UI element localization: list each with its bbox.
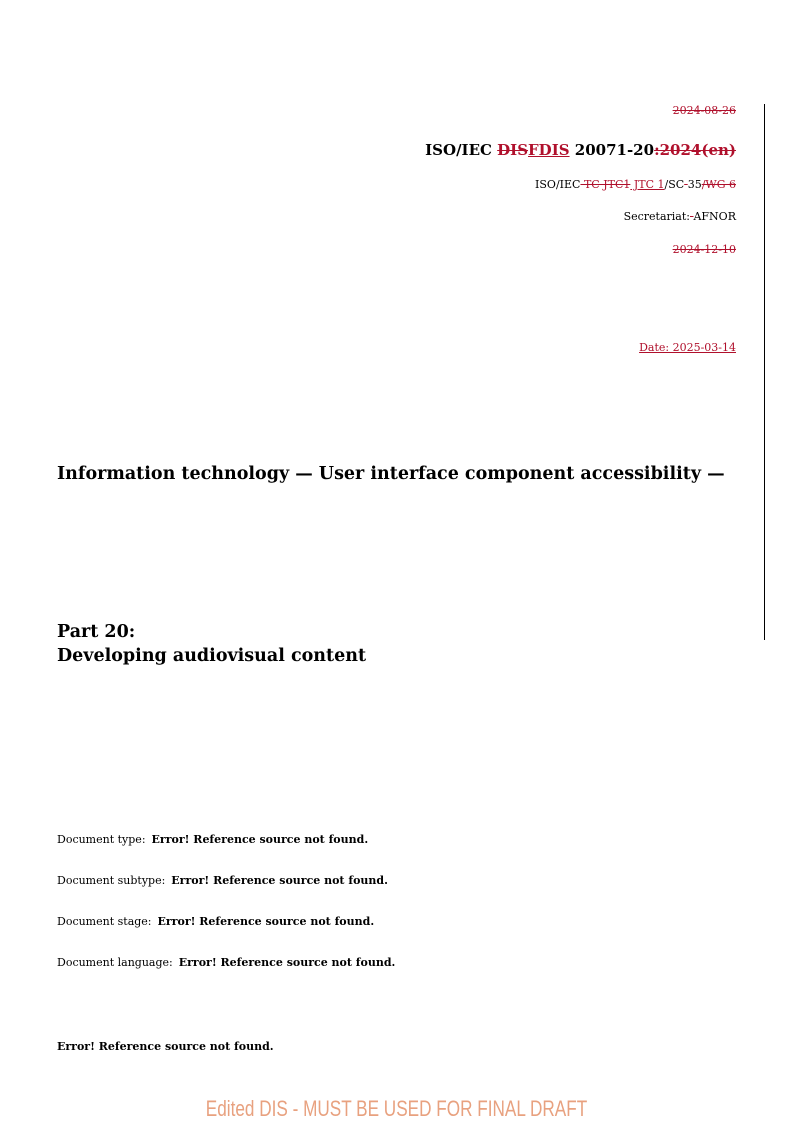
meta-document-subtype bbox=[57, 874, 388, 887]
deleted-date-1: 2024-08-26 bbox=[672, 104, 736, 117]
committee-deleted-wg: /WG 6 bbox=[701, 178, 736, 191]
secretariat-value: AFNOR bbox=[693, 210, 736, 223]
meta-document-language bbox=[57, 956, 395, 969]
meta-value: Error! Reference source not found. bbox=[157, 915, 375, 928]
document-main-title: Information technology — User interface component accessibility — bbox=[57, 464, 725, 484]
doc-id-number: 20071-20 bbox=[569, 141, 655, 159]
deleted-date-2: 2024-12-10 bbox=[672, 243, 736, 256]
meta-document-type bbox=[57, 833, 368, 846]
meta-label: Document type: bbox=[57, 833, 146, 846]
meta-label: Document stage: bbox=[57, 915, 152, 928]
meta-label: Document subtype: bbox=[57, 874, 166, 887]
part-title-block bbox=[57, 620, 366, 668]
inserted-date: Date: 2025-03-14 bbox=[639, 341, 736, 354]
committee-sc-a: /SC bbox=[664, 178, 685, 191]
committee-prefix: ISO/IEC bbox=[535, 178, 581, 191]
doc-id-inserted-stage: FDIS bbox=[528, 141, 570, 159]
part-title: Developing audiovisual content bbox=[57, 646, 367, 666]
meta-value: Error! Reference source not found. bbox=[178, 956, 396, 969]
reference-error-line: Error! Reference source not found. bbox=[57, 1040, 274, 1053]
committee-inserted-tc: JTC 1 bbox=[630, 178, 665, 191]
meta-document-stage bbox=[57, 915, 374, 928]
revision-change-bar bbox=[764, 104, 765, 640]
doc-id-deleted-suffix: :2024(en) bbox=[654, 141, 736, 159]
secretariat bbox=[624, 210, 736, 223]
document-identifier bbox=[425, 141, 736, 159]
doc-id-prefix: ISO/IEC bbox=[425, 141, 498, 159]
meta-label: Document language: bbox=[57, 956, 173, 969]
doc-id-deleted-stage: DIS bbox=[497, 141, 529, 159]
part-label: Part 20: bbox=[57, 622, 136, 642]
committee-reference bbox=[535, 178, 736, 191]
meta-value: Error! Reference source not found. bbox=[171, 874, 388, 887]
secretariat-label: Secretariat: bbox=[623, 210, 690, 223]
committee-deleted-tc: TC JTC1 bbox=[580, 178, 631, 191]
draft-watermark: Edited DIS - MUST BE USED FOR FINAL DRAFT bbox=[205, 1096, 588, 1121]
meta-value: Error! Reference source not found. bbox=[151, 833, 369, 846]
committee-sc-b: 35 bbox=[687, 178, 702, 191]
